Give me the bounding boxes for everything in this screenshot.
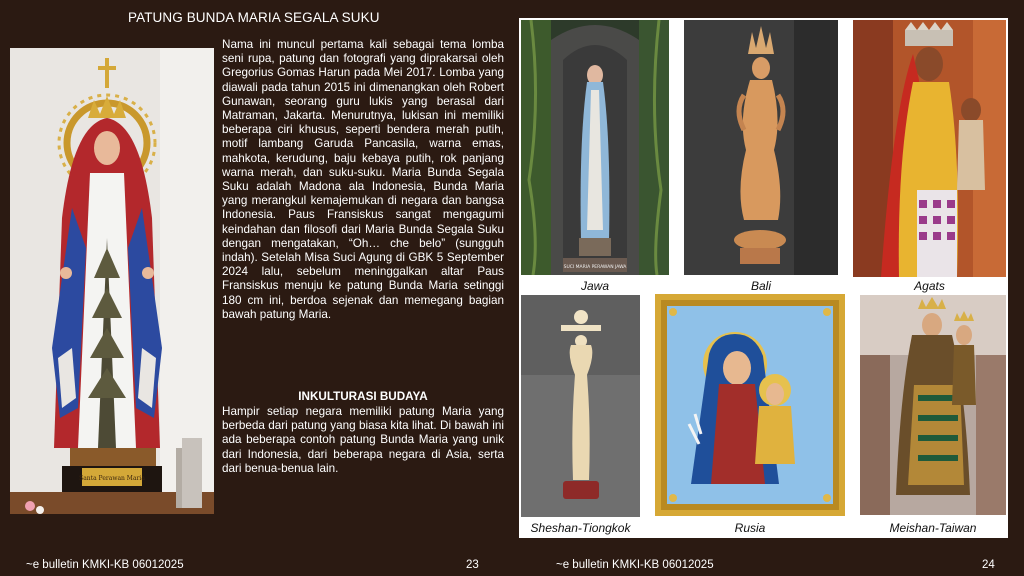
page-number: 23	[466, 559, 479, 571]
caption-sheshan: Sheshan-Tiongkok	[530, 521, 631, 535]
footer-bulletin: ~e bulletin KMKI-KB 06012025	[556, 559, 714, 571]
page-number: 24	[982, 559, 995, 571]
photo-jawa	[521, 20, 669, 275]
jawa-plaque-text: SUCI MARIA PERAWAN JAWA	[563, 265, 627, 270]
intro-paragraph: Nama ini muncul pertama kali sebagai tema lomba seni rupa, patung dan fotografi yang diprakarsai oleh Gregorius Gomas Harun pada Mei 2017. Lomba yang diawali pada tahun 2015 ini dimenangkan oleh Robert Gunawan, seorang guru lukis yang berasal dari Matraman, Jakarta. Menurutnya, lukisan ini memiliki beberapa ciri khusus, seperti bendera merah putih, motif lambang Garuda Pancasila, warna emas, mahkota, kerudung, baju kebaya putih, rok panjang warna merah, dan suku-suku. Maria Bunda Segala Suku adalah Madona ala Indonesia, Bunda Maria yang merangkul kemajemukan di negara dan bangsa Indonesia. Paus Fransiskus sangat mengagumi keindahan dan filosofi dari Maria Bunda Segala Suku dengan mengatakan, “Oh… che belo” (sungguh indah). Setelah Misa Suci Agung di GBK 5 September 2024 lalu, sebelum meninggalkan altar Paus Fransiskus menuju ke patung Bunda Maria setinggi 180 cm ini, berdoa sejenak dan memegang bagian bawah patung Maria.	[222, 38, 504, 321]
caption-bali: Bali	[750, 279, 771, 293]
main-statue-photo	[10, 48, 214, 514]
caption-jawa: Jawa	[580, 279, 609, 293]
photo-bali	[684, 20, 838, 275]
photo-agats	[853, 20, 1006, 277]
footer-bulletin: ~e bulletin KMKI-KB 06012025	[26, 559, 184, 571]
caption-rusia: Rusia	[734, 521, 766, 535]
section-heading: INKULTURASI BUDAYA	[298, 390, 428, 403]
page-title: PATUNG BUNDA MARIA SEGALA SUKU	[128, 10, 380, 25]
photo-plaque-text: Santa Perawan Maria	[79, 475, 145, 482]
inculturation-paragraph: Hampir setiap negara memiliki patung Maria yang berbeda dari patung yang biasa kita lihat. Di bawah ini ada beberapa contoh patung Bunda Maria yang unik dari Indonesia, dari beberapa negara di Asia, serta dari benua-benua lain.	[222, 405, 504, 475]
photo-meishan	[860, 295, 1006, 515]
caption-meishan: Meishan-Taiwan	[889, 521, 977, 535]
caption-agats: Agats	[914, 279, 945, 293]
photo-sheshan	[521, 295, 640, 517]
photo-rusia-icon	[655, 294, 845, 516]
